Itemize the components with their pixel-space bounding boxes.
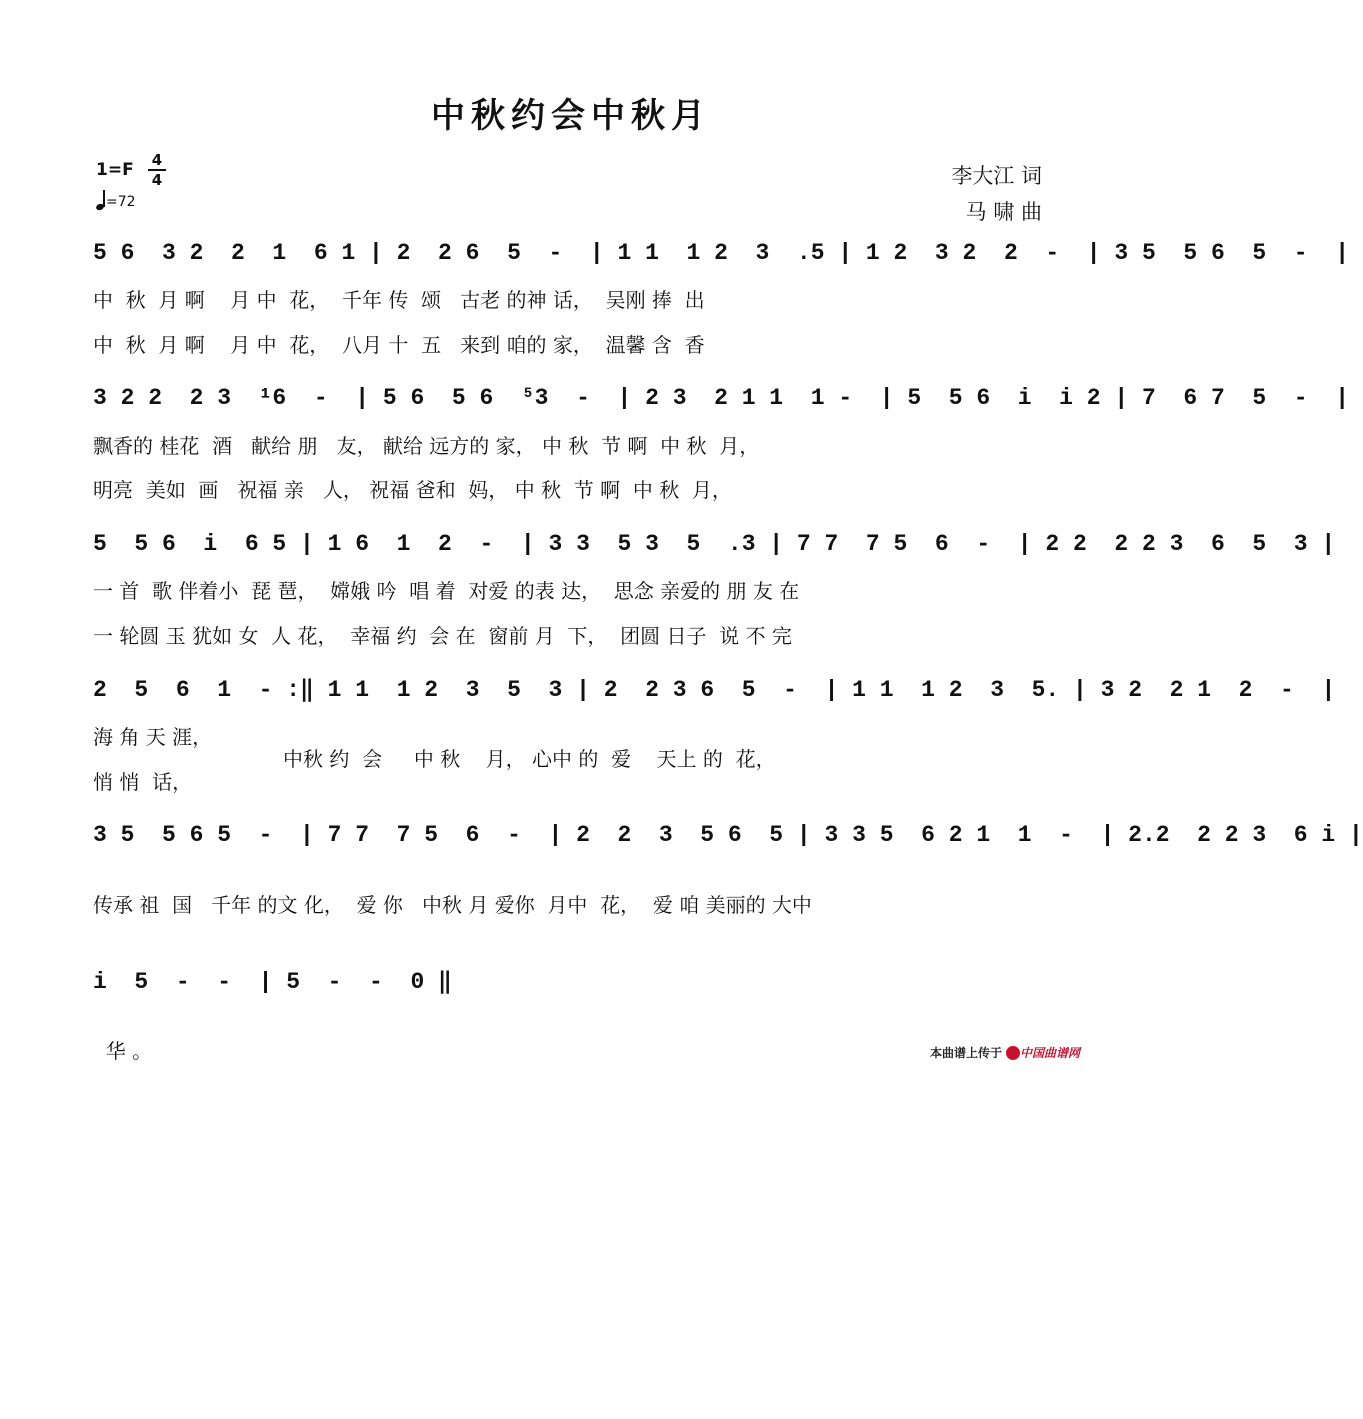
lyric-line-1-verse-1: 中 秋 月 啊 月 中 花， 千年 传 颂 古老 的神 话， 吴刚 捧 出 (93, 288, 705, 312)
lyricist-credit: 李大江 词 (951, 164, 1042, 188)
notation-line-3: 5 5 6 i 6 5 | 1 6 1 2 - | 3 3 5 3 5 .3 | 7 7 7 5 6 - | 2 2 2 2 3 6 5 3 | (93, 531, 1336, 557)
lyric-line-1-verse-2: 中 秋 月 啊 月 中 花， 八月 十 五 来到 咱的 家， 温馨 含 香 (93, 333, 705, 357)
notation-line-2: 3 2 2 2 3 ¹6 - | 5 6 5 6 ⁵3 - | 2 3 2 1 1 1 - | 5 5 6 i i 2 | 7 6 7 5 - | (93, 385, 1350, 411)
lyric-line-4-verse-1: 海 角 天 涯， (93, 725, 213, 749)
time-signature-bottom: 4 (151, 171, 163, 189)
time-signature (148, 152, 166, 188)
tempo-marking (96, 190, 136, 210)
notation-line-5: 3 5 5 6 5 - | 7 7 7 5 6 - | 2 2 3 5 6 5 | 3 3 5 6 2 1 1 - | 2.2 2 2 3 6 i | (93, 822, 1363, 848)
upload-watermark (930, 1044, 1080, 1061)
lyric-line-2-verse-1: 飘香的 桂花 酒 献给 朋 友， 献给 远方的 家， 中 秋 节 啊 中 秋 月， (93, 434, 760, 458)
lyric-line-5: 传承 祖 国 千年 的文 化， 爱 你 中秋 月 爱你 月中 花， 爱 咱 美丽的 大中 (93, 893, 812, 917)
lyric-line-4-verse-2: 悄 悄 话， (93, 770, 193, 794)
lyric-line-3-verse-2: 一 轮圆 玉 犹如 女 人 花， 幸福 约 会 在 窗前 月 下， 团圆 日子 说 不 完 (93, 624, 792, 648)
lyric-line-2-verse-2: 明亮 美如 画 祝福 亲 人， 祝福 爸和 妈， 中 秋 节 啊 中 秋 月， (93, 478, 732, 502)
notation-line-6: i 5 - - | 5 - - 0 ‖ (93, 969, 452, 995)
lyric-line-3-verse-1: 一 首 歌 伴着小 琵 琶， 嫦娥 吟 唱 着 对爱 的表 达， 思念 亲爱的 朋 友 在 (93, 579, 800, 603)
composer-credit: 马 啸 曲 (965, 200, 1042, 224)
site-logo-icon (1006, 1046, 1020, 1060)
watermark-site: 中国曲谱网 (1019, 1046, 1080, 1060)
notation-line-4: 2 5 6 1 - :‖ 1 1 1 2 3 5 3 | 2 2 3 6 5 - | 1 1 1 2 3 5. | 3 2 2 1 2 - | (93, 677, 1336, 703)
song-title: 中秋约会中秋月 (431, 96, 711, 136)
time-signature-top: 4 (151, 151, 163, 169)
lyric-line-4-chorus: 中秋 约 会 中 秋 月， 心中 的 爱 天上 的 花， (283, 747, 776, 771)
watermark-prefix: 本曲谱上传于 (929, 1046, 1002, 1060)
key-signature: 1=F (96, 160, 134, 180)
quarter-note-icon (96, 190, 106, 210)
notation-line-1: 5 6 3 2 2 1 6 1 | 2 2 6 5 - | 1 1 1 2 3 .5 | 1 2 3 2 2 - | 3 5 5 6 5 - | (93, 240, 1350, 266)
lyric-line-6: 华 。 (93, 1039, 153, 1063)
tempo-value: =72 (106, 194, 136, 210)
